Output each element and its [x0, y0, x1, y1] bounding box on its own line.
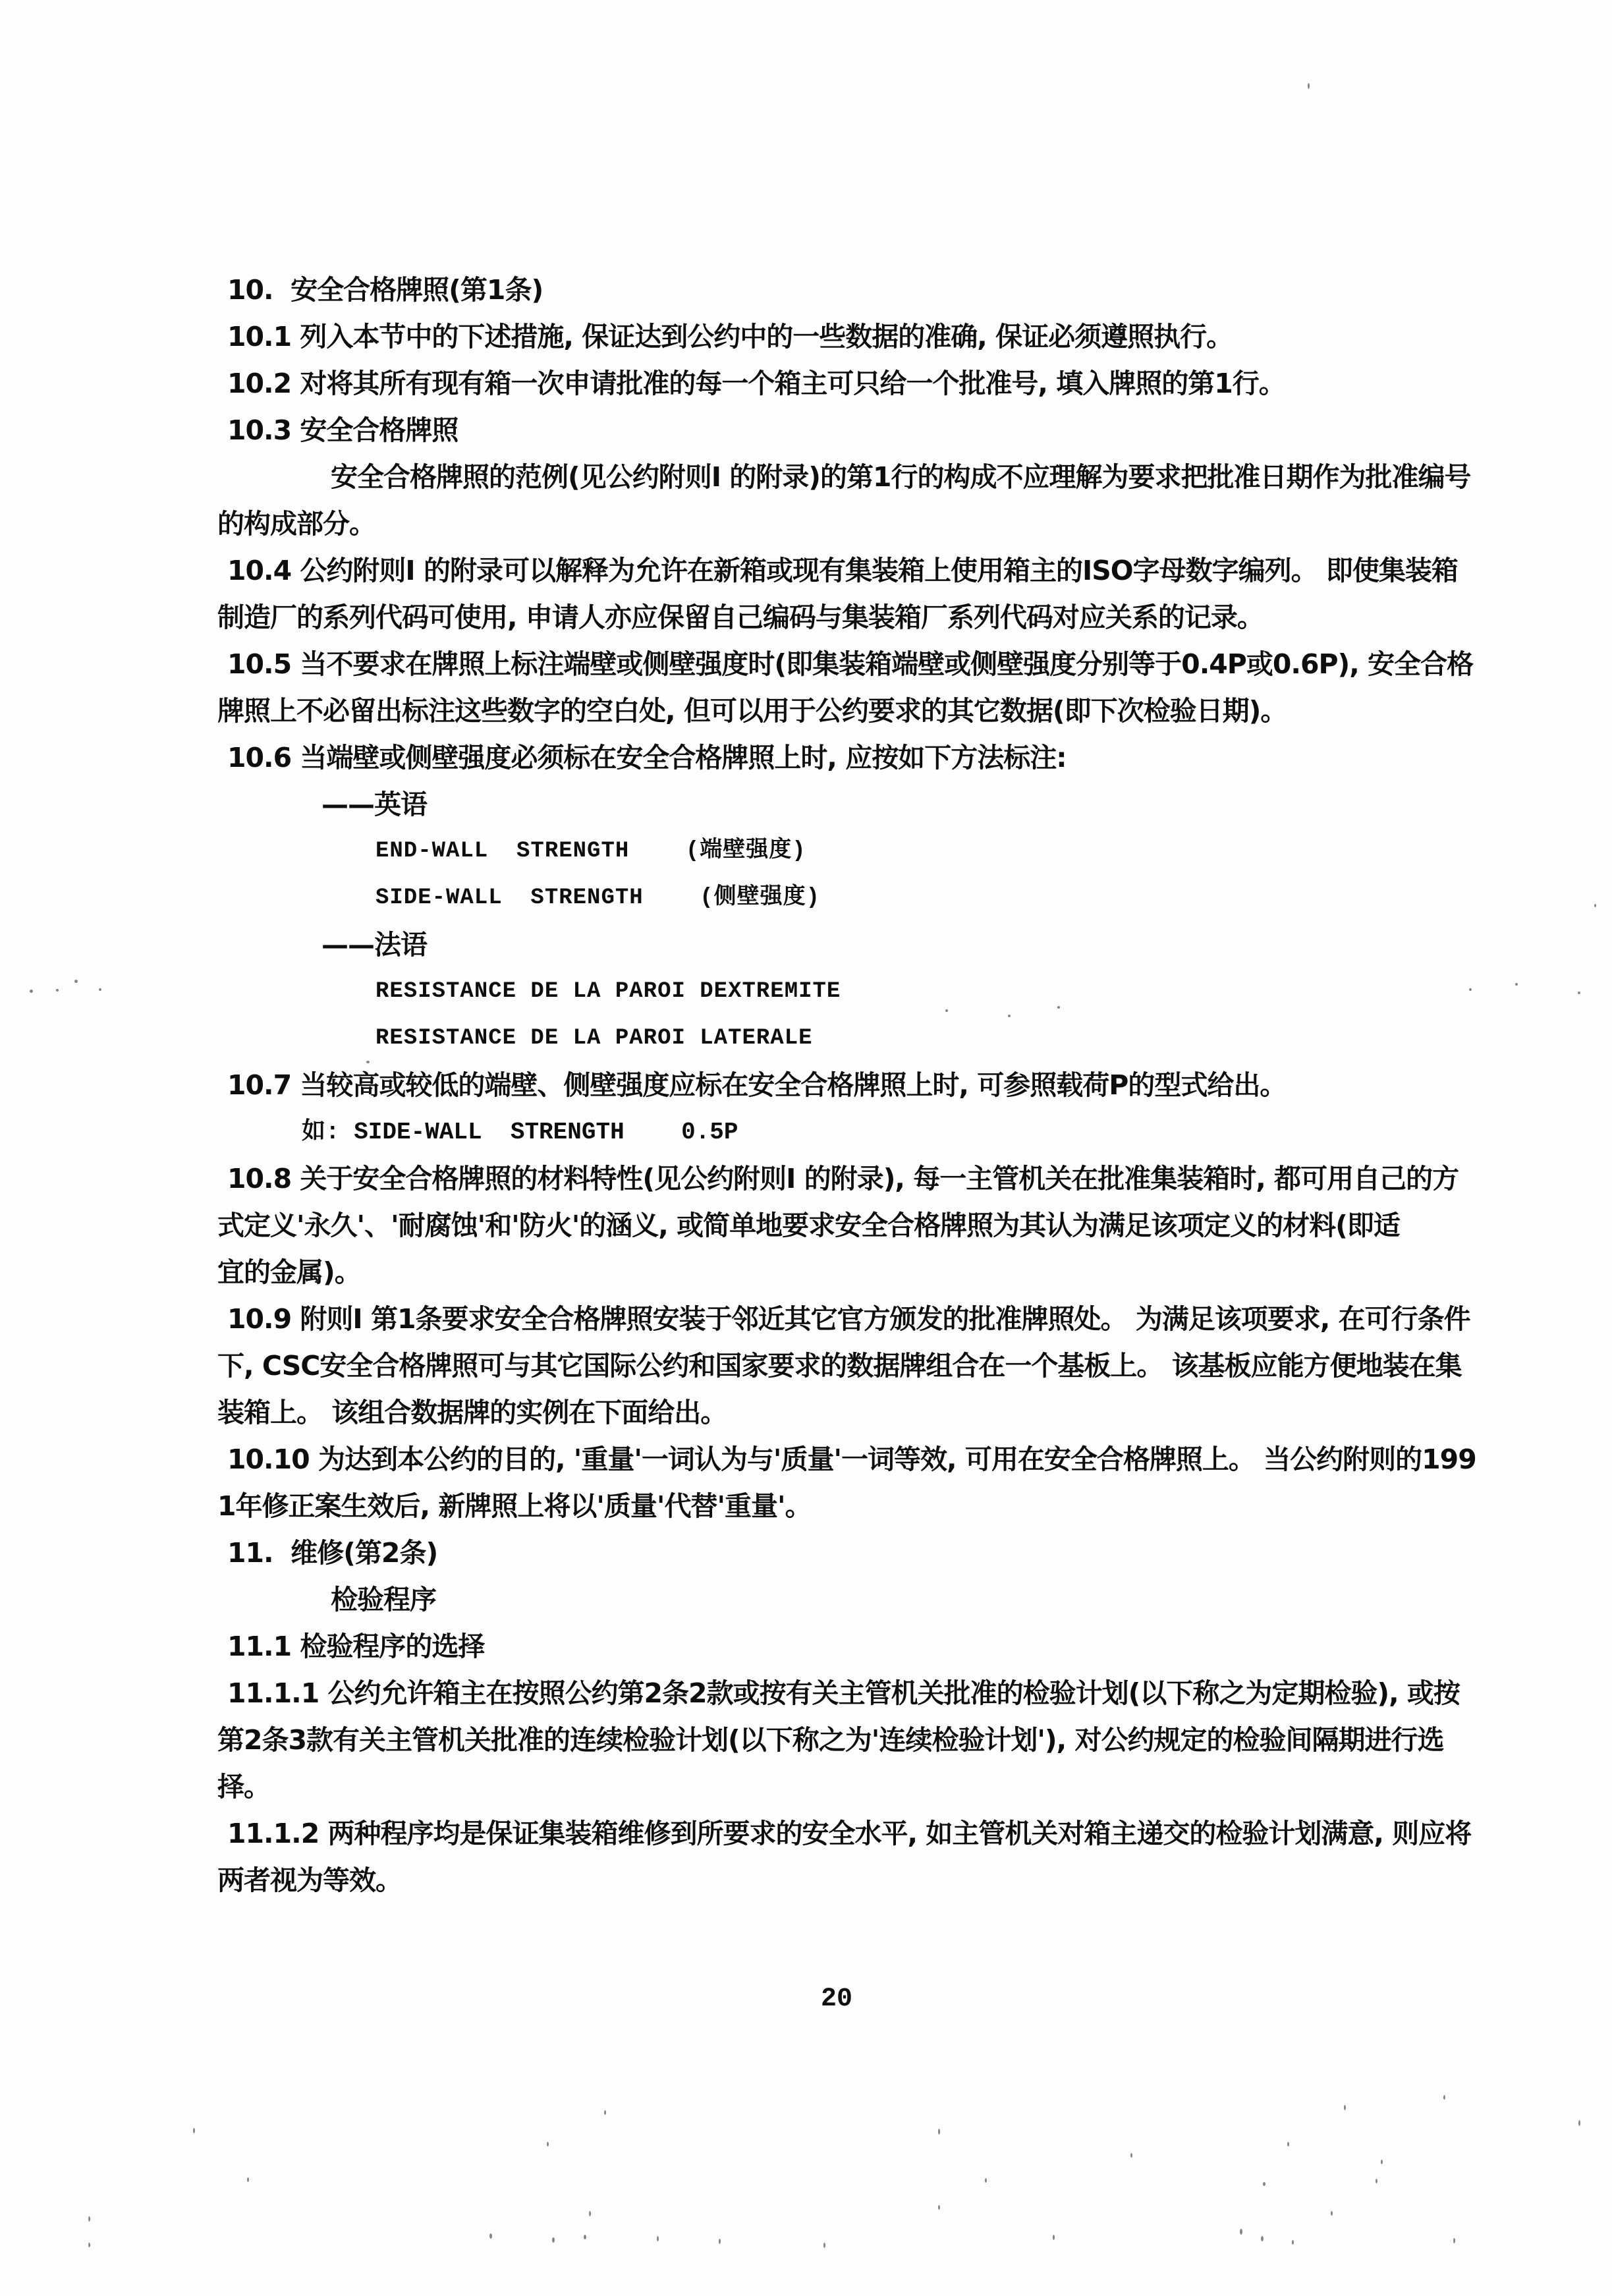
text-line: 10.4 公约附则Ⅰ 的附录可以解释为允许在新箱或现有集装箱上使用箱主的ISO字母数字编列。 即使集装箱: [227, 555, 1458, 586]
text-line: 装箱上。 该组合数据牌的实例在下面给出。: [217, 1397, 727, 1428]
scan-speck: [1263, 2182, 1265, 2186]
text-line: 10.5 当不要求在牌照上标注端壁或侧壁强度时(即集装箱端壁或侧壁强度分别等于0.4P或0.6P), 安全合格: [227, 648, 1474, 680]
scan-speck: [938, 2129, 940, 2135]
scan-speck: [56, 989, 59, 992]
text-line: 10.1 列入本节中的下述措施, 保证达到公约中的一些数据的准确, 保证必须遵照执行。: [227, 321, 1233, 352]
scan-speck: [1130, 2153, 1132, 2158]
scan-speck: [1308, 83, 1310, 89]
scan-speck: [1008, 1015, 1011, 1017]
document-text: [217, 267, 1509, 1904]
scan-speck: [1469, 988, 1472, 991]
scan-speck: [1594, 904, 1596, 907]
text-line: 牌照上不必留出标注这些数字的空白处, 但可以用于公约要求的其它数据(即下次检验日期)。: [217, 695, 1287, 727]
scan-speck: [88, 2216, 90, 2222]
scan-speck: [589, 2211, 591, 2216]
scan-speck: [823, 2243, 825, 2248]
scan-speck: [30, 990, 33, 993]
text-line: 制造厂的系列代码可使用, 申请人亦应保留自己编码与集装箱厂系列代码对应关系的记录。: [217, 602, 1264, 633]
text-line: 10.7 当较高或较低的端壁、侧壁强度应标在安全合格牌照上时, 可参照载荷P的型式给出。: [227, 1069, 1287, 1101]
scan-speck: [1331, 2211, 1333, 2216]
text-line: 安全合格牌照的范例(见公约附则Ⅰ 的附录)的第1行的构成不应理解为要求把批准日期作为批准编号: [331, 461, 1471, 493]
strength-caption-french: RESISTANCE DE LA PAROI DEXTREMITE: [375, 979, 841, 1004]
strength-caption-french: RESISTANCE DE LA PAROI LATERALE: [375, 1026, 813, 1051]
scan-speck: [945, 1009, 948, 1012]
scan-speck: [489, 2233, 492, 2239]
text-line: 10.3 安全合格牌照: [227, 414, 459, 446]
text-line: 11.1 检验程序的选择: [227, 1631, 485, 1662]
scan-speck: [1381, 2160, 1383, 2164]
scan-speck: [1376, 2179, 1377, 2183]
text-line: 第2条3款有关主管机关批准的连续检验计划(以下称之为'连续检验计划'), 对公约规定的检验间隔期进行选: [217, 1724, 1444, 1756]
scan-speck: [1287, 2142, 1289, 2146]
scan-speck: [74, 980, 78, 983]
scan-speck: [1344, 2105, 1346, 2110]
text-line: 两者视为等效。: [217, 1864, 402, 1896]
scan-speck: [193, 2128, 195, 2133]
scan-speck: [88, 2243, 90, 2247]
text-line: 10.2 对将其所有现有箱一次申请批准的每一个箱主可只给一个批准号, 填入牌照的第1行。: [227, 368, 1285, 399]
scan-speck: [938, 2205, 940, 2210]
scan-speck: [552, 2237, 555, 2243]
scan-speck: [1453, 2238, 1455, 2243]
strength-caption-english: END-WALL STRENGTH (端壁强度): [375, 839, 806, 864]
text-line: 式定义'永久'、'耐腐蚀'和'防火'的涵义, 或简单地要求安全合格牌照为其认为满足该项定义的材料(即适: [217, 1210, 1400, 1241]
scan-speck: [99, 988, 101, 991]
scan-speck: [657, 2236, 659, 2241]
scan-speck: [1053, 2235, 1055, 2240]
scan-speck: [584, 2235, 586, 2239]
scan-speck: [1057, 1006, 1060, 1009]
scan-speck: [1240, 2229, 1242, 2235]
scan-speck: [547, 2142, 549, 2146]
scan-speck: [1261, 2236, 1264, 2241]
text-line: 1年修正案生效后, 新牌照上将以'质量'代替'重量'。: [217, 1490, 812, 1522]
scan-speck: [1578, 992, 1580, 994]
scan-speck: [247, 2177, 249, 2182]
text-line: 10.8 关于安全合格牌照的材料特性(见公约附则Ⅰ 的附录), 每一主管机关在批准集装箱时, 都可用自己的方: [227, 1163, 1459, 1194]
text-line: 择。: [217, 1771, 270, 1803]
text-line: 11.1.2 两种程序均是保证集装箱维修到所要求的安全水平, 如主管机关对箱主递交的检验计划满意, 则应将: [227, 1818, 1472, 1849]
scan-speck: [366, 1061, 370, 1063]
scan-speck: [985, 2178, 987, 2183]
scan-speck: [719, 2239, 721, 2244]
scan-speck: [1578, 2120, 1580, 2126]
text-line: 10.9 附则Ⅰ 第1条要求安全合格牌照安装于邻近其它官方颁发的批准牌照处。 为满足该项要求, 在可行条件: [227, 1303, 1470, 1335]
scan-speck: [604, 2110, 606, 2115]
text-line: 检验程序: [331, 1584, 436, 1615]
text-line: 10.6 当端壁或侧壁强度必须标在安全合格牌照上时, 应按如下方法标注:: [227, 742, 1067, 773]
page-number: 20: [820, 1984, 852, 2014]
text-line: 10. 安全合格牌照(第1条): [227, 274, 543, 306]
list-marker-english: ——英语: [321, 789, 427, 820]
strength-caption-english: SIDE-WALL STRENGTH (侧壁强度): [375, 885, 821, 910]
text-line: 宜的金属)。: [217, 1256, 361, 1288]
text-line: 10.10 为达到本公约的目的, '重量'一词认为与'质量'一词等效, 可用在安全合格牌照上。 当公约附则的199: [227, 1443, 1476, 1475]
list-marker-french: ——法语: [321, 929, 427, 961]
section-heading-maintenance: 11. 维修(第2条): [227, 1537, 438, 1569]
text-line: 的构成部分。: [217, 508, 375, 540]
text-line: 下, CSC安全合格牌照可与其它国际公约和国家要求的数据牌组合在一个基板上。 该基板应能方便地装在集: [217, 1350, 1462, 1382]
scan-speck: [1515, 983, 1518, 986]
strength-example-line: 如: SIDE-WALL STRENGTH 0.5P: [302, 1119, 738, 1146]
scan-speck: [1292, 2240, 1294, 2245]
scan-speck: [1443, 2095, 1445, 2100]
text-line: 11.1.1 公约允许箱主在按照公约第2条2款或按有关主管机关批准的检验计划(以下称之为定期检验), 或按: [227, 1677, 1460, 1709]
